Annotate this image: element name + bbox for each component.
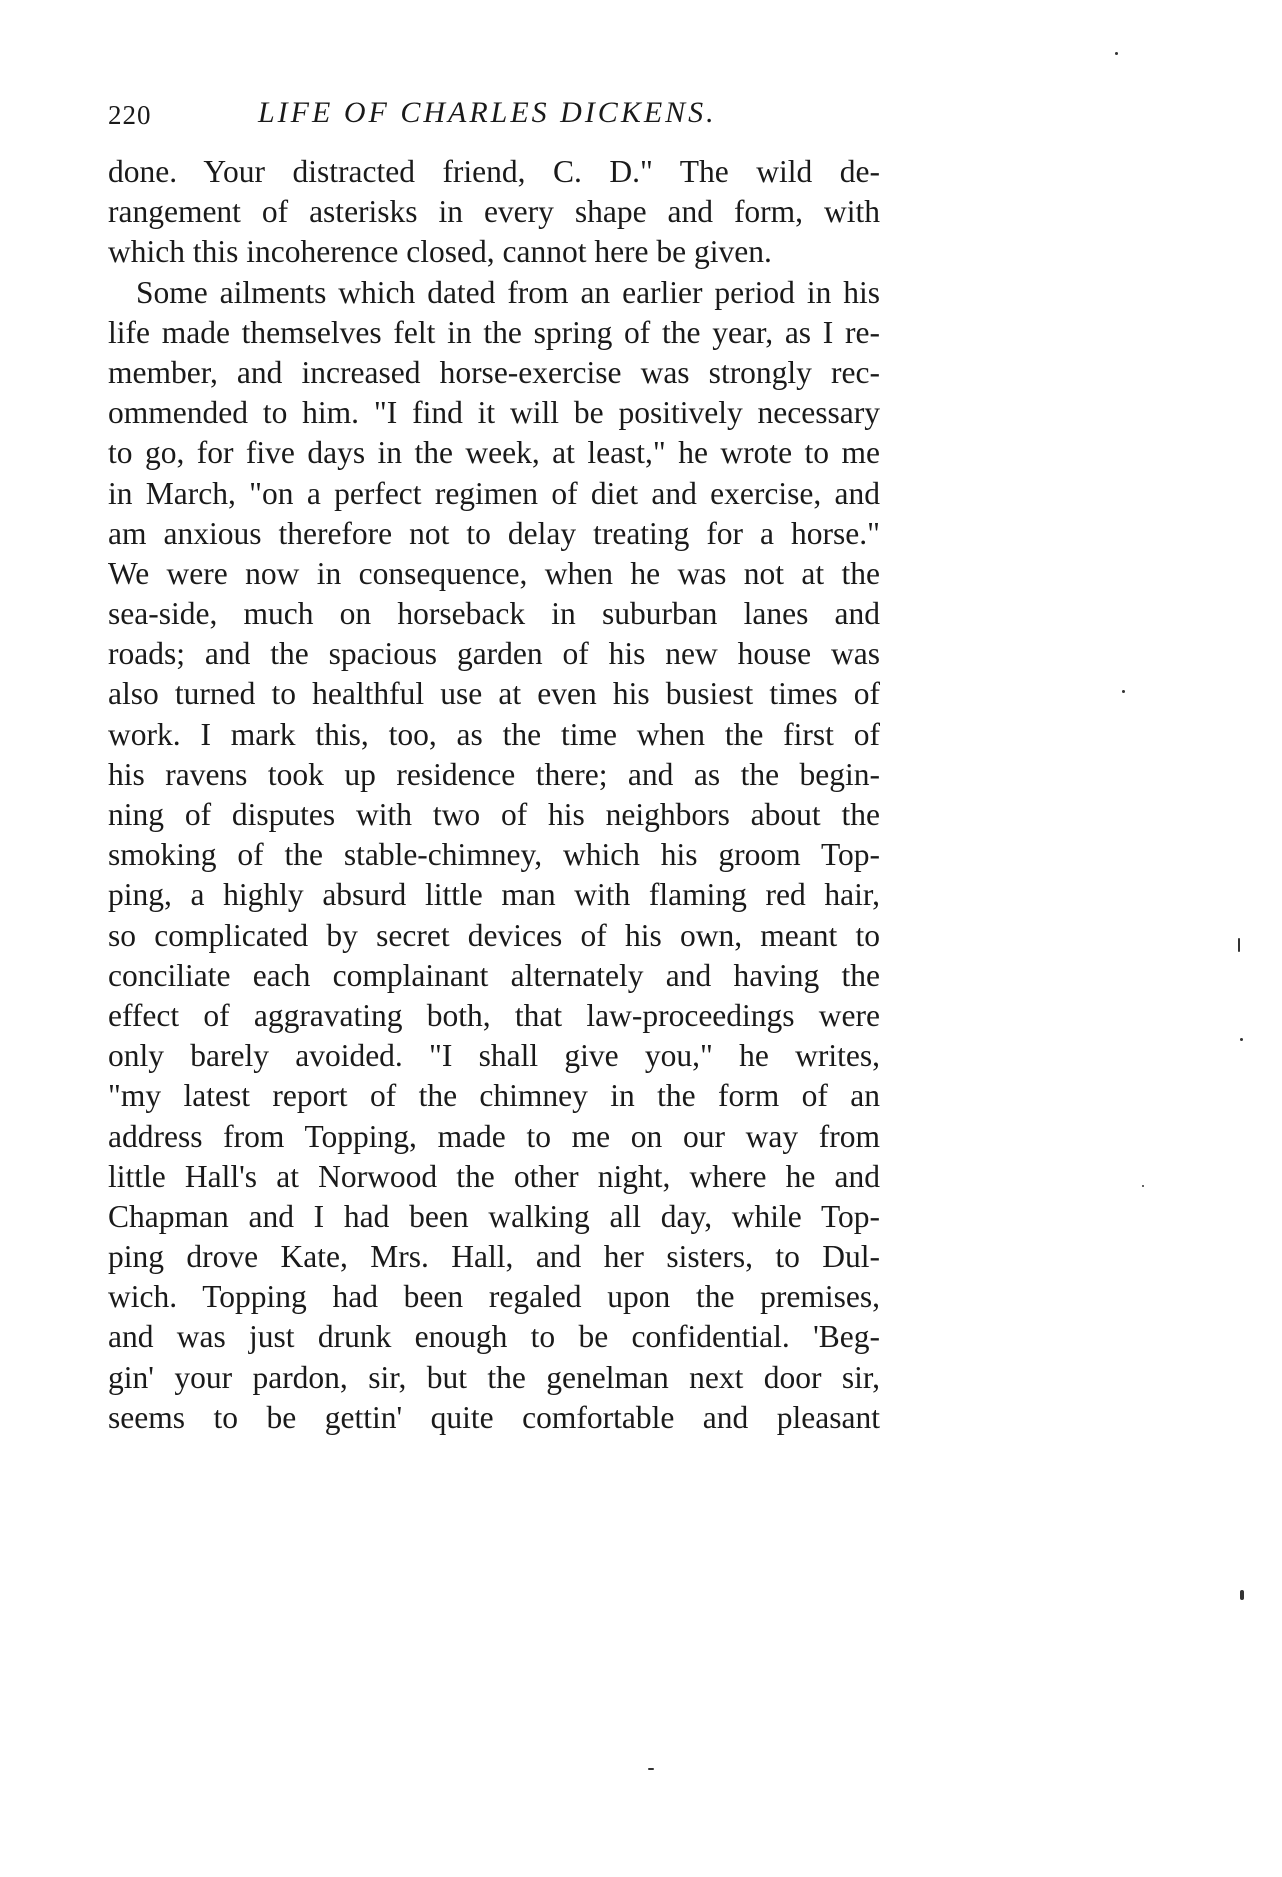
text-line: rangement of asterisks in every shape and form, with (108, 194, 880, 230)
text-line: life made themselves felt in the spring of the year, as I re- (108, 314, 880, 350)
scan-speck (648, 1768, 654, 1770)
text-line: and was just drunk enough to be confidential. 'Beg- (108, 1319, 880, 1355)
text-line: wich. Topping had been regaled upon the premises, (108, 1279, 880, 1315)
text-line: so complicated by secret devices of his own, meant to (108, 917, 880, 953)
scan-speck (1122, 690, 1125, 693)
scan-speck (1115, 52, 1118, 55)
text-line: Chapman and I had been walking all day, while Top- (108, 1198, 880, 1234)
text-line: effect of aggravating both, that law-proceedings were (108, 997, 880, 1033)
text-line: member, and increased horse-exercise was strongly rec- (108, 354, 880, 390)
text-line: smoking of the stable-chimney, which his groom Top- (108, 837, 880, 873)
text-line: gin' your pardon, sir, but the genelman next door sir, (108, 1359, 880, 1395)
page-header (108, 96, 868, 136)
text-line: also turned to healthful use at even his busiest times of (108, 676, 880, 712)
text-line: work. I mark this, too, as the time when the first of (108, 716, 880, 752)
text-line: in March, "on a perfect regimen of diet and exercise, and (108, 475, 880, 511)
scan-speck (1240, 1590, 1244, 1600)
text-line: conciliate each complainant alternately and having the (108, 957, 880, 993)
running-title: LIFE OF CHARLES DICKENS. (258, 96, 717, 129)
text-line: Some ailments which dated from an earlier period in his (136, 274, 880, 310)
text-line: ping, a highly absurd little man with flaming red hair, (108, 877, 880, 913)
text-line: ommended to him. "I find it will be positively necessary (108, 395, 880, 431)
text-line: which this incoherence closed, cannot here be given. (108, 234, 772, 270)
scan-speck (1142, 1185, 1144, 1187)
text-line: sea-side, much on horseback in suburban lanes and (108, 596, 880, 632)
text-line: his ravens took up residence there; and as the begin- (108, 756, 880, 792)
text-line: little Hall's at Norwood the other night, where he and (108, 1158, 880, 1194)
body-text (108, 152, 880, 1438)
text-line: We were now in consequence, when he was not at the (108, 555, 880, 591)
scan-speck (1238, 938, 1240, 952)
text-line: seems to be gettin' quite comfortable and pleasant (108, 1399, 880, 1435)
scan-speck (1240, 1038, 1243, 1041)
text-line: done. Your distracted friend, C. D." The wild de- (108, 154, 880, 189)
text-line: address from Topping, made to me on our way from (108, 1118, 880, 1154)
text-line: am anxious therefore not to delay treating for a horse." (108, 515, 880, 551)
text-line: ping drove Kate, Mrs. Hall, and her sisters, to Dul- (108, 1239, 880, 1275)
text-line: to go, for five days in the week, at least," he wrote to me (108, 435, 880, 471)
text-line: only barely avoided. "I shall give you," he writes, (108, 1038, 880, 1074)
page-number: 220 (108, 100, 152, 130)
text-line: ning of disputes with two of his neighbors about the (108, 797, 880, 832)
text-line: roads; and the spacious garden of his new house was (108, 636, 880, 672)
text-line: "my latest report of the chimney in the form of an (108, 1078, 880, 1114)
